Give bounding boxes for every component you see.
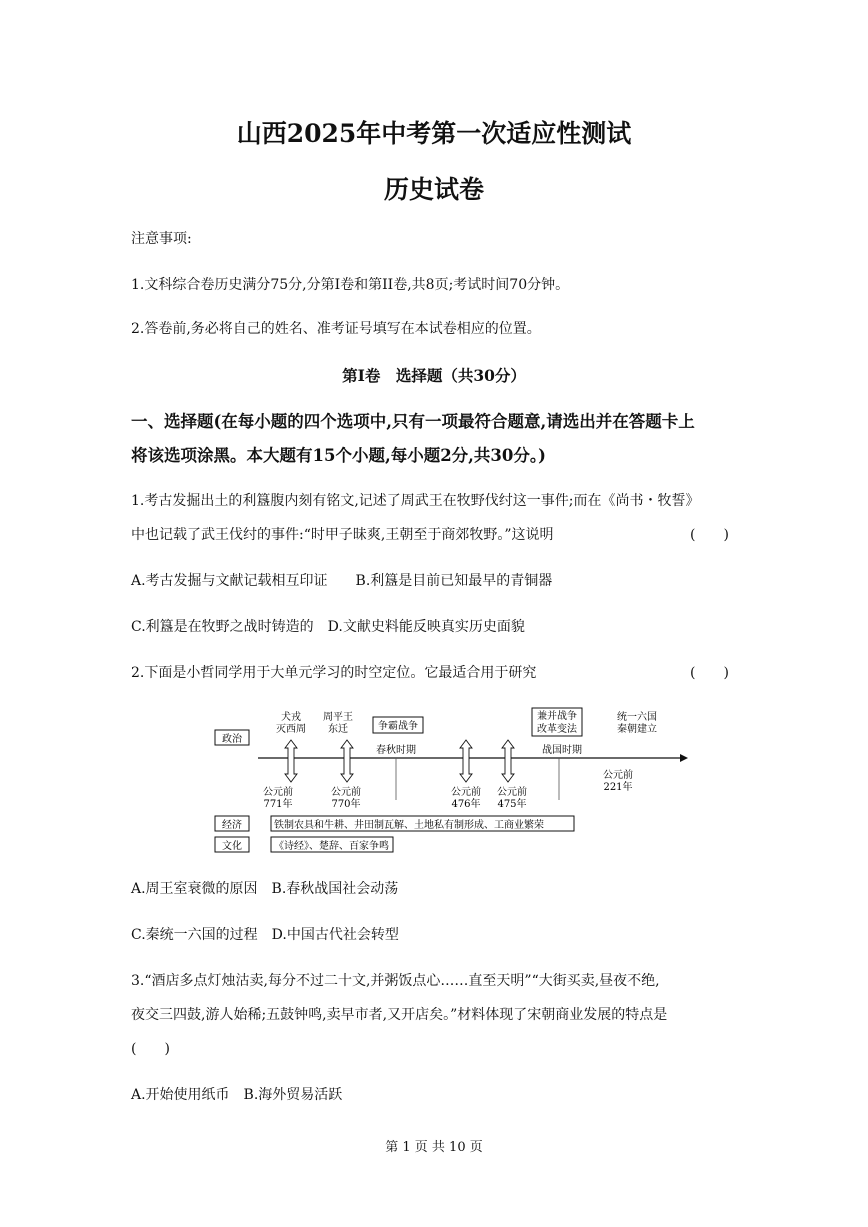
question-1-options-ab: A.考古发掘与文献记载相互印证 B.利簋是目前已知最早的青铜器 [131, 573, 553, 589]
question-2-answer-blank: ( ) [690, 665, 729, 681]
timeline-arrowhead [680, 754, 688, 762]
event-pingwang-1: 周平王 [323, 712, 353, 723]
question-1-answer-blank: ( ) [690, 527, 729, 543]
notice-item-2: 2.答卷前,务必将自己的姓名、准考证号填写在本试卷相应的位置。 [131, 321, 541, 337]
event-jianbing-2: 改革变法 [537, 724, 577, 735]
question-1-options-cd: C.利簋是在牧野之战时铸造的 D.文献史料能反映真实历史面貌 [131, 619, 525, 635]
period-zhanguo: 战国时期 [542, 745, 582, 756]
double-arrow-475 [502, 740, 514, 782]
date-476-line-2: 476年 [451, 799, 481, 810]
page-footer: 第 1 页 共 10 页 [385, 1140, 483, 1155]
question-3-line-2: 夜交三四鼓,游人始稀;五鼓钟鸣,卖早市者,又开店矣。”材料体现了宋朝商业发展的特点是 [131, 1007, 668, 1023]
event-pingwang-2: 东迁 [328, 724, 348, 735]
event-quanrong-1: 犬戎 [281, 712, 301, 723]
period-chunqiu: 春秋时期 [376, 745, 416, 756]
timeline-diagram [210, 700, 690, 860]
section-title: 第Ⅰ卷 选择题（共30分） [342, 366, 526, 385]
part-instruction-line-1: 一、选择题(在每小题的四个选项中,只有一项最符合题意,请选出并在答题卡上 [131, 412, 695, 431]
culture-text: 《诗经》、楚辞、百家争鸣 [274, 841, 389, 852]
event-tongyi-1: 统一六国 [617, 712, 657, 723]
event-zhengba: 争霸战争 [378, 721, 418, 732]
event-jianbing-1: 兼并战争 [537, 711, 577, 722]
double-arrow-771 [285, 740, 297, 782]
question-2-options-ab: A.周王室衰微的原因 B.春秋战国社会动荡 [131, 881, 399, 897]
date-475-line-2: 475年 [497, 799, 527, 810]
date-770-line-1: 公元前 [331, 787, 361, 798]
part-instruction-line-2: 将该选项涂黑。本大题有15个小题,每小题2分,共30分。) [131, 446, 546, 465]
date-771-line-1: 公元前 [263, 787, 293, 798]
label-politics: 政治 [222, 734, 242, 745]
question-2-line-1: 2.下面是小哲同学用于大单元学习的时空定位。它最适合用于研究 [131, 665, 537, 681]
double-arrow-770 [341, 740, 353, 782]
label-culture: 文化 [222, 841, 242, 852]
date-771-line-2: 771年 [263, 799, 293, 810]
double-arrow-476 [460, 740, 472, 782]
event-quanrong-2: 灭西周 [276, 724, 306, 735]
date-475-line-1: 公元前 [497, 787, 527, 798]
economy-text: 铁制农具和牛耕、井田制瓦解、土地私有制形成、工商业繁荣 [274, 820, 544, 831]
question-1-line-1: 1.考古发掘出土的利簋腹内刻有铭文,记述了周武王在牧野伐纣这一事件;而在《尚书・牧誓》 [131, 493, 700, 509]
question-3-line-1: 3.“酒店多点灯烛沽卖,每分不过二十文,并粥饭点心……直至天明”“大街买卖,昼夜不绝, [131, 973, 660, 989]
question-2-options-cd: C.秦统一六国的过程 D.中国古代社会转型 [131, 927, 399, 943]
question-3-answer-blank: ( ) [131, 1041, 170, 1057]
exam-subtitle: 历史试卷 [383, 175, 484, 204]
date-221-line-1: 公元前 [603, 770, 633, 781]
notice-item-1: 1.文科综合卷历史满分75分,分第Ⅰ卷和第II卷,共8页;考试时间70分钟。 [131, 277, 570, 293]
date-770-line-2: 770年 [331, 799, 361, 810]
question-3-options-ab: A.开始使用纸币 B.海外贸易活跃 [131, 1087, 343, 1103]
date-476-line-1: 公元前 [451, 787, 481, 798]
notice-heading: 注意事项: [131, 231, 192, 247]
question-1-line-2: 中也记载了武王伐纣的事件:“时甲子昧爽,王朝至于商郊牧野。”这说明 [131, 527, 554, 543]
event-tongyi-2: 秦朝建立 [617, 724, 657, 735]
exam-title: 山西2025年中考第一次适应性测试 [236, 119, 632, 148]
label-economy: 经济 [222, 820, 242, 831]
date-221-line-2: 221年 [603, 782, 633, 793]
